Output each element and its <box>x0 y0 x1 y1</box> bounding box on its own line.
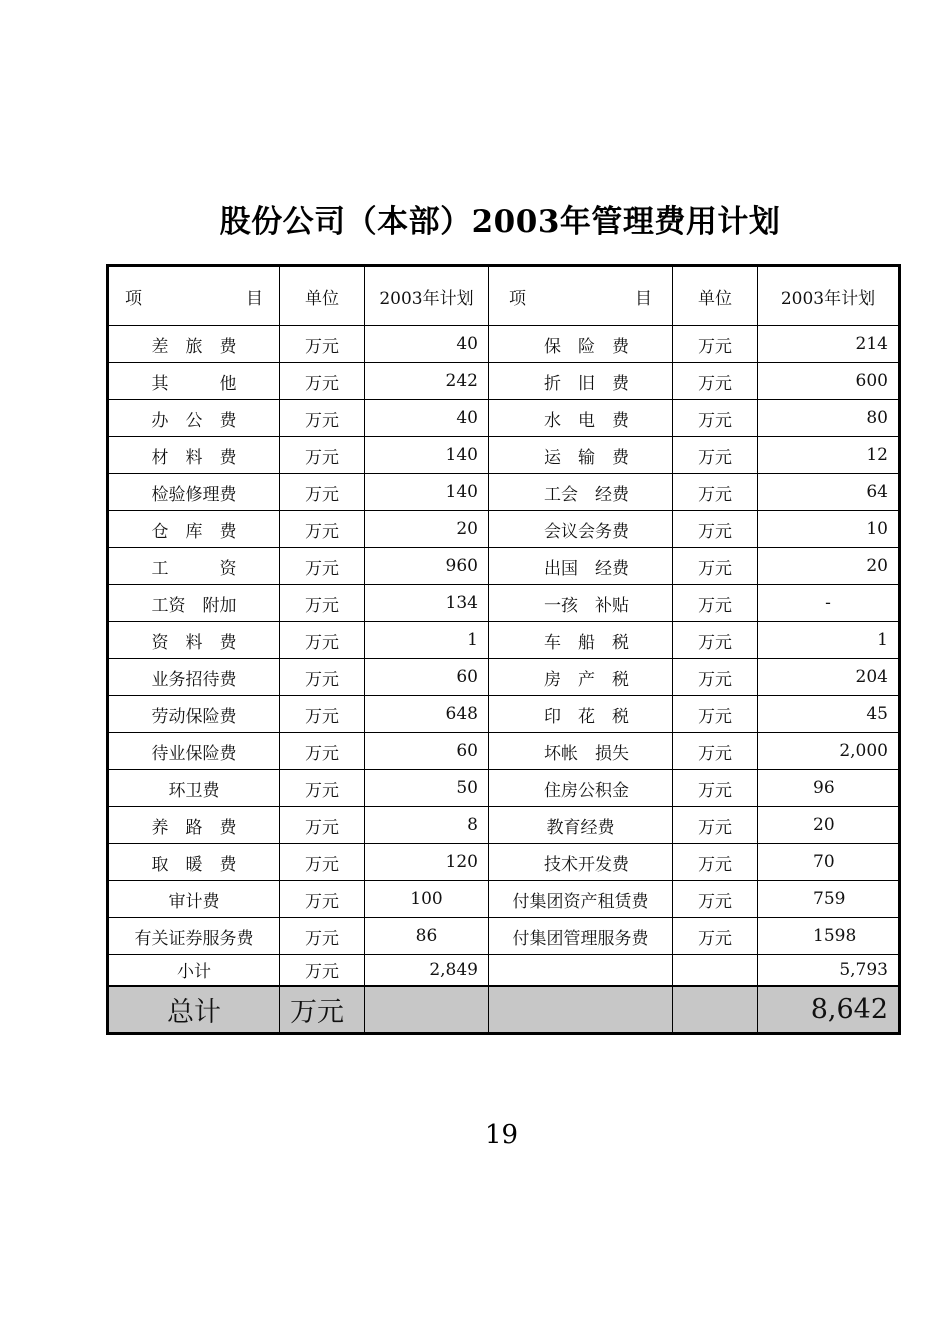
header-plan-left: 2003年计划 <box>365 266 489 326</box>
right-item-cell: 会议会务费 <box>489 511 673 548</box>
header-item-left <box>108 266 280 326</box>
header-plan-right: 2003年计划 <box>758 266 900 326</box>
subtotal-left-value: 2,849 <box>365 955 489 986</box>
right-unit-cell: 万元 <box>673 548 758 585</box>
left-value-cell: 50 <box>365 770 489 807</box>
left-item-cell: 检验修理费 <box>108 474 280 511</box>
header-row <box>108 266 900 326</box>
subtotal-right-value: 5,793 <box>758 955 900 986</box>
right-unit-cell: 万元 <box>673 622 758 659</box>
header-item-char-1: 项 <box>125 288 142 309</box>
table-row <box>108 511 900 548</box>
right-unit-cell: 万元 <box>673 326 758 363</box>
right-unit-cell: 万元 <box>673 696 758 733</box>
left-value-cell: 86 <box>365 918 489 955</box>
right-item-cell: 折 旧 费 <box>489 363 673 400</box>
header-unit-right: 单位 <box>673 266 758 326</box>
table-row <box>108 585 900 622</box>
page-title: 股份公司（本部）2003年管理费用计划 <box>219 204 781 240</box>
left-value-cell: 60 <box>365 659 489 696</box>
expense-plan-table <box>106 264 901 1035</box>
right-unit-cell: 万元 <box>673 733 758 770</box>
left-unit-cell: 万元 <box>280 585 365 622</box>
right-value-cell: 600 <box>758 363 900 400</box>
right-unit-cell: 万元 <box>673 437 758 474</box>
right-item-cell: 技术开发费 <box>489 844 673 881</box>
table-row <box>108 437 900 474</box>
table-row <box>108 622 900 659</box>
right-unit-cell: 万元 <box>673 770 758 807</box>
right-item-cell: 车 船 税 <box>489 622 673 659</box>
left-unit-cell: 万元 <box>280 437 365 474</box>
table-row <box>108 881 900 918</box>
left-item-cell: 待业保险费 <box>108 733 280 770</box>
left-unit-cell: 万元 <box>280 733 365 770</box>
left-unit-cell: 万元 <box>280 770 365 807</box>
header-item-right <box>489 266 673 326</box>
left-item-cell: 资 料 费 <box>108 622 280 659</box>
left-value-cell: 134 <box>365 585 489 622</box>
right-item-cell: 付集团管理服务费 <box>489 918 673 955</box>
right-value-cell: 64 <box>758 474 900 511</box>
table-row <box>108 844 900 881</box>
right-item-cell: 房 产 税 <box>489 659 673 696</box>
right-unit-cell: 万元 <box>673 400 758 437</box>
right-item-cell: 运 输 费 <box>489 437 673 474</box>
right-value-cell: 96 <box>758 770 900 807</box>
left-item-cell: 养 路 费 <box>108 807 280 844</box>
subtotal-label: 小计 <box>108 955 280 986</box>
left-unit-cell: 万元 <box>280 807 365 844</box>
left-unit-cell: 万元 <box>280 918 365 955</box>
left-unit-cell: 万元 <box>280 696 365 733</box>
table-row <box>108 918 900 955</box>
left-item-cell: 审计费 <box>108 881 280 918</box>
right-item-cell: 坏帐 损失 <box>489 733 673 770</box>
subtotal-empty-cell <box>673 955 758 986</box>
header-item-char-2: 目 <box>635 288 652 309</box>
header-unit-left: 单位 <box>280 266 365 326</box>
right-value-cell: 1 <box>758 622 900 659</box>
left-item-cell: 差 旅 费 <box>108 326 280 363</box>
right-value-cell: 70 <box>758 844 900 881</box>
left-item-cell: 其 他 <box>108 363 280 400</box>
right-unit-cell: 万元 <box>673 585 758 622</box>
page-number: 19 <box>484 1120 519 1150</box>
right-unit-cell: 万元 <box>673 918 758 955</box>
total-row <box>108 986 900 1034</box>
right-value-cell: - <box>758 585 900 622</box>
left-unit-cell: 万元 <box>280 881 365 918</box>
left-item-cell: 仓 库 费 <box>108 511 280 548</box>
right-unit-cell: 万元 <box>673 511 758 548</box>
right-value-cell: 214 <box>758 326 900 363</box>
right-value-cell: 10 <box>758 511 900 548</box>
left-value-cell: 140 <box>365 437 489 474</box>
right-value-cell: 759 <box>758 881 900 918</box>
left-item-cell: 工 资 <box>108 548 280 585</box>
left-unit-cell: 万元 <box>280 400 365 437</box>
total-label: 总计 <box>108 986 280 1034</box>
left-value-cell: 8 <box>365 807 489 844</box>
table-row <box>108 696 900 733</box>
left-value-cell: 140 <box>365 474 489 511</box>
right-value-cell: 2,000 <box>758 733 900 770</box>
subtotal-empty-cell <box>489 955 673 986</box>
right-unit-cell: 万元 <box>673 659 758 696</box>
left-item-cell: 工资 附加 <box>108 585 280 622</box>
left-item-cell: 劳动保险费 <box>108 696 280 733</box>
left-unit-cell: 万元 <box>280 363 365 400</box>
right-unit-cell: 万元 <box>673 844 758 881</box>
right-unit-cell: 万元 <box>673 474 758 511</box>
left-unit-cell: 万元 <box>280 326 365 363</box>
table-row <box>108 770 900 807</box>
right-item-cell: 水 电 费 <box>489 400 673 437</box>
table-row <box>108 807 900 844</box>
left-item-cell: 取 暖 费 <box>108 844 280 881</box>
left-value-cell: 960 <box>365 548 489 585</box>
subtotal-row <box>108 955 900 986</box>
table-row <box>108 548 900 585</box>
left-unit-cell: 万元 <box>280 548 365 585</box>
right-value-cell: 45 <box>758 696 900 733</box>
table-row <box>108 733 900 770</box>
left-unit-cell: 万元 <box>280 474 365 511</box>
left-item-cell: 办 公 费 <box>108 400 280 437</box>
left-item-cell: 业务招待费 <box>108 659 280 696</box>
right-item-cell: 工会 经费 <box>489 474 673 511</box>
left-item-cell: 有关证券服务费 <box>108 918 280 955</box>
left-item-cell: 环卫费 <box>108 770 280 807</box>
table-row <box>108 400 900 437</box>
header-item-char-2: 目 <box>246 288 263 309</box>
left-unit-cell: 万元 <box>280 844 365 881</box>
table-row <box>108 474 900 511</box>
right-value-cell: 12 <box>758 437 900 474</box>
table-row <box>108 363 900 400</box>
right-item-cell: 保 险 费 <box>489 326 673 363</box>
total-empty-cell <box>365 986 489 1034</box>
left-value-cell: 120 <box>365 844 489 881</box>
right-item-cell: 出国 经费 <box>489 548 673 585</box>
left-unit-cell: 万元 <box>280 511 365 548</box>
left-value-cell: 40 <box>365 400 489 437</box>
subtotal-unit: 万元 <box>280 955 365 986</box>
right-item-cell: 一孩 补贴 <box>489 585 673 622</box>
right-value-cell: 1598 <box>758 918 900 955</box>
left-value-cell: 20 <box>365 511 489 548</box>
left-value-cell: 100 <box>365 881 489 918</box>
table-row <box>108 659 900 696</box>
right-item-cell: 住房公积金 <box>489 770 673 807</box>
left-value-cell: 60 <box>365 733 489 770</box>
left-value-cell: 242 <box>365 363 489 400</box>
total-empty-cell <box>673 986 758 1034</box>
total-unit: 万元 <box>280 986 365 1034</box>
right-value-cell: 204 <box>758 659 900 696</box>
right-unit-cell: 万元 <box>673 881 758 918</box>
total-value: 8,642 <box>758 986 900 1034</box>
total-empty-cell <box>489 986 673 1034</box>
left-value-cell: 40 <box>365 326 489 363</box>
right-value-cell: 80 <box>758 400 900 437</box>
left-value-cell: 1 <box>365 622 489 659</box>
header-item-char-1: 项 <box>509 288 526 309</box>
left-unit-cell: 万元 <box>280 659 365 696</box>
left-item-cell: 材 料 费 <box>108 437 280 474</box>
right-item-cell: 教育经费 <box>489 807 673 844</box>
right-unit-cell: 万元 <box>673 807 758 844</box>
right-value-cell: 20 <box>758 548 900 585</box>
table-row <box>108 326 900 363</box>
right-item-cell: 印 花 税 <box>489 696 673 733</box>
left-value-cell: 648 <box>365 696 489 733</box>
right-unit-cell: 万元 <box>673 363 758 400</box>
left-unit-cell: 万元 <box>280 622 365 659</box>
right-item-cell: 付集团资产租赁费 <box>489 881 673 918</box>
right-value-cell: 20 <box>758 807 900 844</box>
